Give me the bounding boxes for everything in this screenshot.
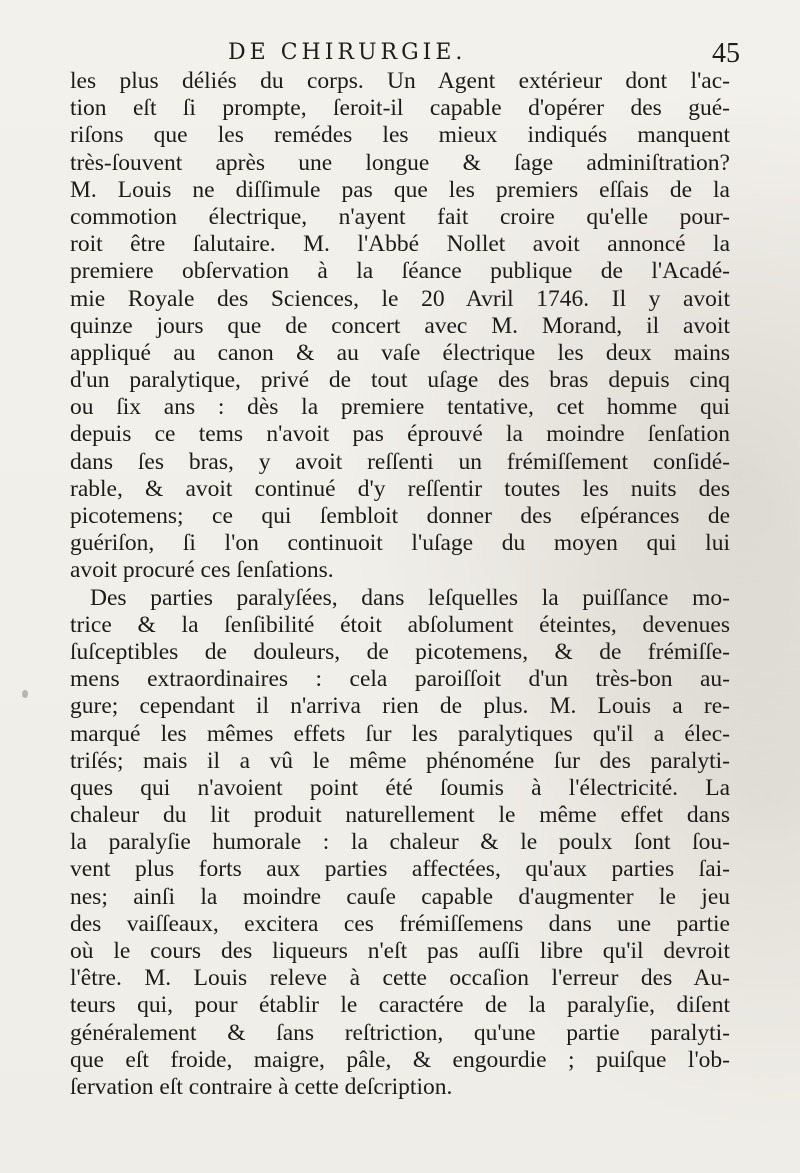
text-line: vent plus forts aux parties affectées, qu'aux parties ſai- (70, 856, 730, 883)
text-line: trice & la ſenſibilité étoit abſolument éteintes, devenues (70, 611, 730, 638)
text-line: où le cours des liqueurs n'eſt pas auſſi libre qu'il devroit (70, 938, 730, 964)
text-line: la paralyſie humorale : la chaleur & le poulx ſont ſou- (70, 829, 730, 856)
body-text (70, 68, 730, 1101)
text-line: avoit procuré ces ſenſations. (70, 557, 334, 584)
text-line: chaleur du lit produit naturellement le même effet dans (70, 802, 730, 829)
text-line: marqué les mêmes effets ſur les paralytiques qu'il a élec- (70, 720, 730, 747)
text-line: des vaiſſeaux, excitera ces frémiſſemens dans une partie (70, 910, 730, 937)
text-line: tion eſt ſi prompte, ſeroit-il capable d'opérer des gué- (70, 95, 730, 122)
text-line: premiere obſervation à la ſéance publique de l'Acadé- (70, 258, 730, 285)
text-line: rable, & avoit continué d'y reſſentir toutes les nuits des (70, 475, 730, 502)
text-line: les plus déliés du corps. Un Agent extérieur dont l'ac- (70, 68, 730, 94)
text-line: l'être. M. Louis releve à cette occaſion l'erreur des Au- (70, 965, 730, 992)
text-line: ou ſix ans : dès la premiere tentative, cet homme qui (70, 394, 730, 421)
text-line: gure; cependant il n'arriva rien de plus. M. Louis a re- (70, 693, 730, 720)
text-line: quinze jours que de concert avec M. Morand, il avoit (70, 312, 730, 339)
running-head: DE CHIRURGIE. (228, 40, 467, 65)
text-line: très-ſouvent après une longue & ſage adminiſtration? (70, 149, 730, 176)
text-line: teurs qui, pour établir le caractére de la paralyſie, diſent (70, 992, 730, 1019)
text-line: commotion électrique, n'ayent fait croire qu'elle pour- (70, 203, 730, 230)
text-line: mie Royale des Sciences, le 20 Avril 1746. Il y avoit (70, 285, 730, 312)
text-line: que eſt froide, maigre, pâle, & engourdie ; puiſque l'ob- (70, 1046, 730, 1073)
text-line: dans ſes bras, y avoit reſſenti un frémiſſement conſidé- (70, 448, 730, 475)
text-line: ques qui n'avoient point été ſoumis à l'électricité. La (70, 774, 730, 801)
text-line: depuis ce tems n'avoit pas éprouvé la moindre ſenſation (70, 421, 730, 448)
text-line: mens extraordinaires : cela paroiſſoit d'un très-bon au- (70, 666, 730, 693)
text-line: nes; ainſi la moindre cauſe capable d'augmenter le jeu (70, 883, 730, 910)
text-line: Des parties paralyſées, dans leſquelles la puiſſance mo- (90, 584, 730, 611)
text-line: triſés; mais il a vû le même phénoméne ſur des paralyti- (70, 747, 730, 774)
ink-speck (22, 690, 28, 698)
text-line: d'un paralytique, privé de tout uſage des bras depuis cinq (70, 367, 730, 394)
page-number: 45 (712, 38, 740, 69)
text-line: appliqué au canon & au vaſe électrique les deux mains (70, 339, 730, 366)
text-line: riſons que les remédes les mieux indiqués manquent (70, 122, 730, 149)
text-line: généralement & ſans reſtriction, qu'une partie paralyti- (70, 1019, 730, 1046)
text-line: ſuſceptibles de douleurs, de picotemens, & de frémiſſe- (70, 638, 730, 665)
text-line: roit être ſalutaire. M. l'Abbé Nollet avoit annoncé la (70, 231, 730, 258)
text-line: guériſon, ſi l'on continuoit l'uſage du moyen qui lui (70, 530, 730, 557)
text-line: ſervation eſt contraire à cette deſcription. (70, 1073, 453, 1100)
text-line: M. Louis ne diſſimule pas que les premiers eſſais de la (70, 176, 730, 203)
text-line: picotemens; ce qui ſembloit donner des eſpérances de (70, 503, 730, 529)
